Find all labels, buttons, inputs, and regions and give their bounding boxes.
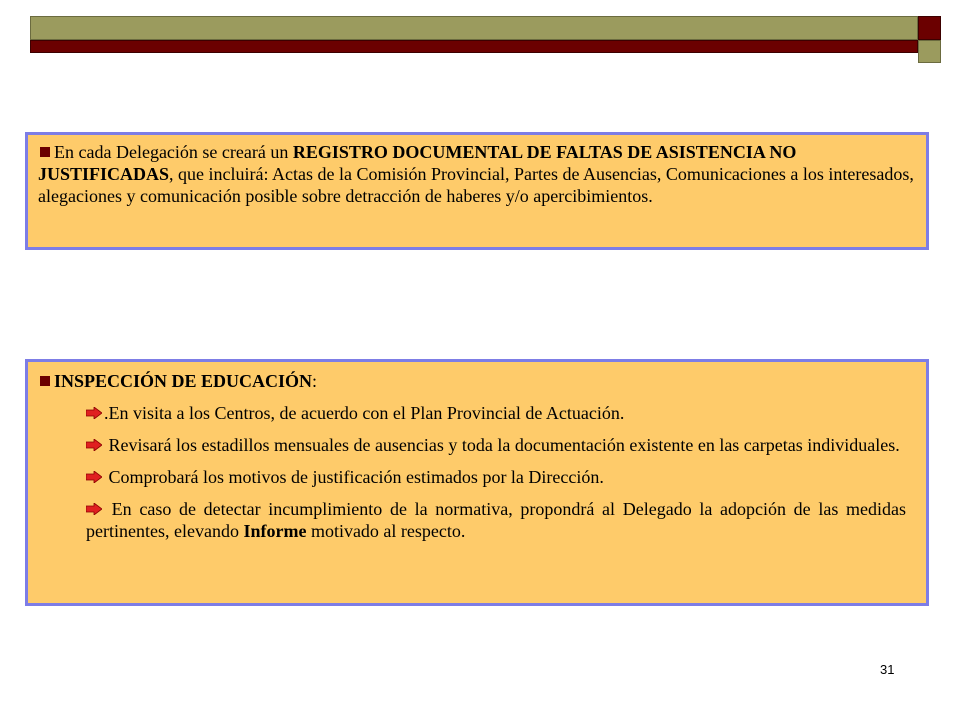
arrow-bullet-icon	[86, 503, 102, 515]
header-red-square	[918, 16, 941, 40]
inspeccion-heading-text: INSPECCIÓN DE EDUCACIÓN	[54, 371, 313, 391]
inspeccion-item	[86, 466, 906, 488]
registro-paragraph	[38, 141, 916, 207]
header-olive-square	[918, 40, 941, 63]
square-bullet-icon	[40, 376, 50, 386]
inspeccion-heading-suffix: :	[312, 371, 318, 391]
inspeccion-item-text: Comprobará los motivos de justificación estimados por la Dirección.	[104, 467, 604, 487]
square-bullet-icon	[40, 147, 50, 157]
page-number: 31	[880, 662, 895, 677]
header-olive-bar	[30, 16, 918, 40]
inspeccion-item-text-a: En caso de detectar incumplimiento de la normativa, propondrá al Delegado la adopción de las medidas pertinentes, elevando	[86, 499, 906, 541]
inspeccion-item-text: Revisará los estadillos mensuales de ausencias y toda la documentación existente en las carpetas individuales.	[104, 435, 900, 455]
inspeccion-heading	[38, 370, 916, 392]
inspeccion-item-bold: Informe	[243, 521, 307, 541]
inspeccion-item	[86, 402, 906, 424]
arrow-bullet-icon	[86, 471, 102, 483]
arrow-bullet-icon	[86, 439, 102, 451]
header-red-bar	[30, 40, 918, 53]
inspeccion-item-text: .En visita a los Centros, de acuerdo con el Plan Provincial de Actuación.	[104, 403, 625, 423]
inspeccion-item	[86, 434, 906, 456]
inspeccion-box	[25, 359, 929, 606]
registro-box	[25, 132, 929, 250]
arrow-bullet-icon	[86, 407, 102, 419]
registro-text-b: , que incluirá: Actas de la Comisión Provincial, Partes de Ausencias, Comunicaciones a los interesados, alegaciones y comunicación posible sobre detracción de haberes y/o apercibimientos.	[38, 164, 914, 206]
inspeccion-item	[86, 498, 906, 542]
registro-text-a: En cada Delegación se creará un	[54, 142, 293, 162]
registro-bold: REGISTRO DOCUMENTAL DE FALTAS DE ASISTENCIA NO JUSTIFICADAS	[38, 142, 797, 184]
inspeccion-item-text-b: motivado al respecto.	[306, 521, 466, 541]
